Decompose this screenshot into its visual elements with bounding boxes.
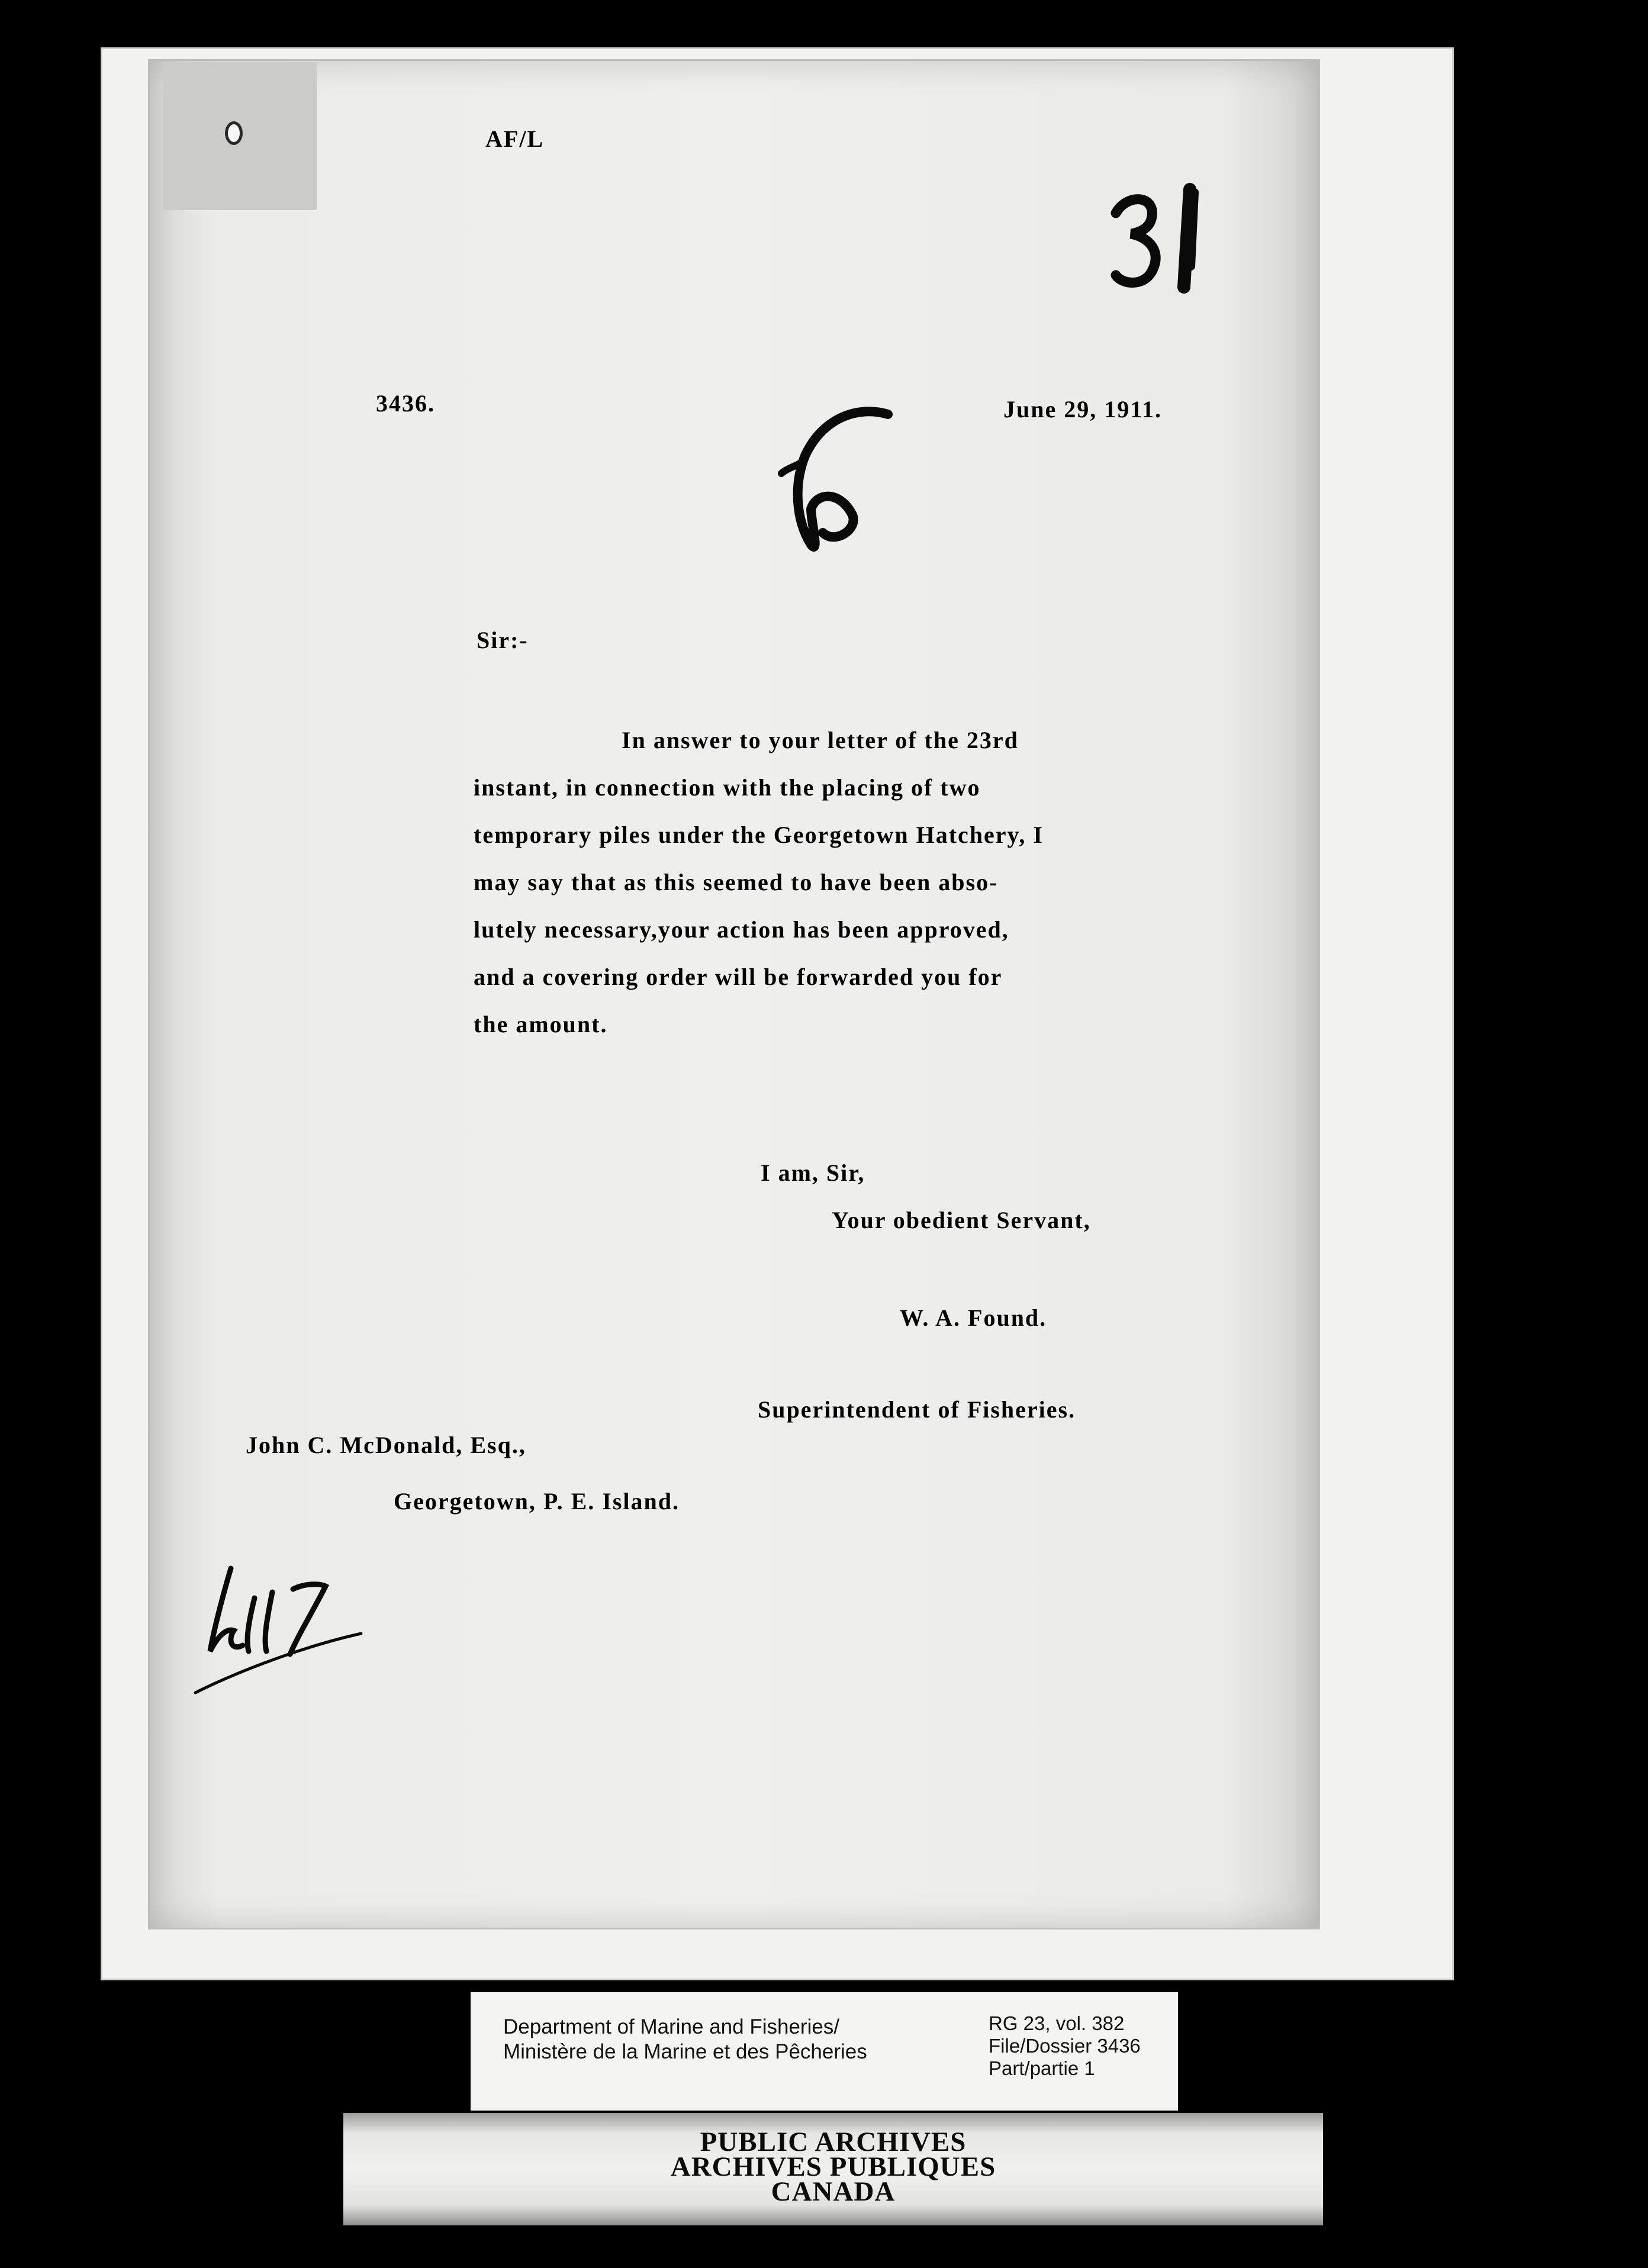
file-number: 3436. (376, 390, 435, 417)
addressee-name: John C. McDonald, Esq., (246, 1432, 526, 1458)
reference-block (989, 2012, 1141, 2080)
archive-reference-label (471, 1992, 1178, 2111)
closing-line: I am, Sir, (761, 1159, 865, 1186)
stamp-line-country: CANADA (771, 2176, 896, 2207)
body-line: may say that as this seemed to have been abso- (474, 869, 999, 895)
archives-stamp (343, 2113, 1323, 2225)
stamp-line-english: PUBLIC ARCHIVES (700, 2127, 967, 2157)
part-partie: Part/partie 1 (989, 2057, 1095, 2079)
body-line: instant, in connection with the placing of two (474, 774, 981, 801)
letter-date: June 29, 1911. (1003, 396, 1163, 423)
signature-title: Superintendent of Fisheries. (758, 1396, 1076, 1423)
stamp-line-french: ARCHIVES PUBLIQUES (670, 2151, 996, 2182)
body-line: temporary piles under the Georgetown Hatchery, I (474, 821, 1044, 848)
body-line: the amount. (474, 1011, 608, 1038)
department-french: Ministère de la Marine et des Pêcheries (503, 2040, 867, 2063)
department-english: Department of Marine and Fisheries/ (503, 2015, 840, 2038)
signature-name: W. A. Found. (900, 1304, 1047, 1331)
punch-hole (225, 121, 243, 145)
reference-code: AF/L (485, 125, 545, 152)
closing-line: Your obedient Servant, (832, 1207, 1091, 1233)
handwritten-initials (189, 1557, 379, 1705)
handwritten-folio-number (1107, 178, 1219, 296)
department-block (503, 2015, 867, 2064)
body-line: and a covering order will be forwarded you for (474, 964, 1003, 990)
salutation: Sir:- (477, 627, 529, 653)
body-line: lutely necessary,your action has been approved, (474, 916, 1009, 943)
addressee-place: Georgetown, P. E. Island. (394, 1488, 680, 1515)
record-group: RG 23, vol. 382 (989, 2012, 1125, 2034)
body-line: In answer to your letter of the 23rd (622, 727, 1019, 753)
file-dossier: File/Dossier 3436 (989, 2035, 1141, 2057)
handwritten-mark (770, 402, 906, 562)
